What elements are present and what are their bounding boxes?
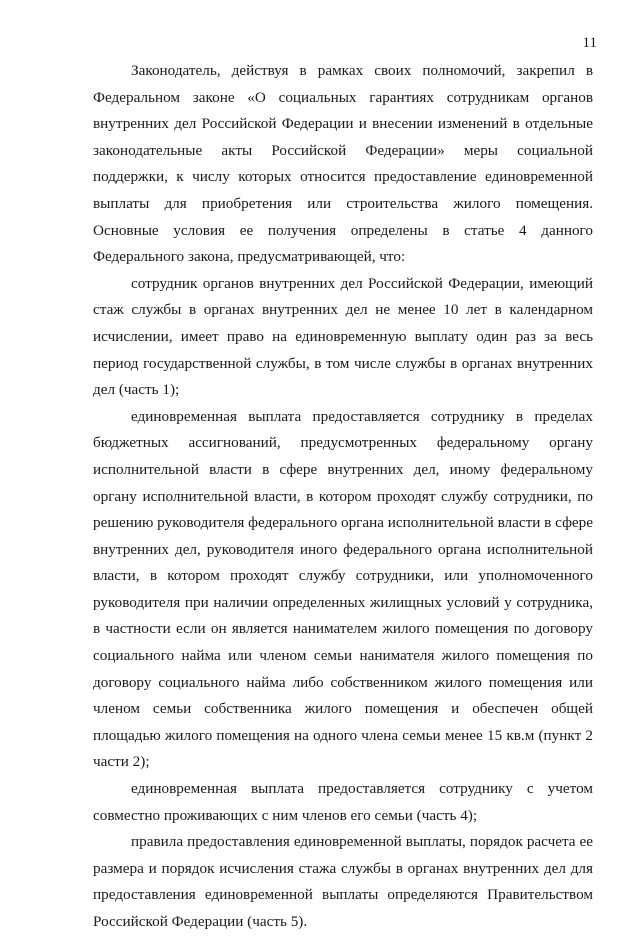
paragraph-part-1: сотрудник органов внутренних дел Российской Федерации, имеющий стаж службы в органах внутренних дел не менее 10 лет в календарном исчислении, имеет право на единовременную выплату один раз за весь период государственной службы, в том числе службы в органах внутренних дел (часть 1);: [93, 274, 593, 399]
document-body: [93, 58, 593, 936]
paragraph-part-2: единовременная выплата предоставляется сотруднику в пределах бюджетных ассигнований, предусмотренных федеральному органу исполнительной власти в сфере внутренних дел, иному федеральному органу исполнительной власти, в котором проходят службу сотрудники, по решению руководителя федерального органа исполнительной власти в сфере внутренних дел, руководителя иного федерального органа исполнительной власти, в котором проходят службу сотрудники, или уполномоченного руководителя при наличии определенных жилищных условий у сотрудника, в частности если он является нанимателем жилого помещения по договору социального найма или членом семьи нанимателя жилого помещения по договору социального найма либо собственником жилого помещения или членом семьи собственника жилого помещения и обеспечен общей площадью жилого помещения на одного члена семьи менее 15 кв.м (пункт 2 части 2);: [93, 407, 593, 771]
paragraph-part-4: единовременная выплата предоставляется сотруднику с учетом совместно проживающих с ним членов его семьи (часть 4);: [93, 780, 593, 824]
paragraph-part-5: правила предоставления единовременной выплаты, порядок расчета ее размера и порядок исчисления стажа службы в органах внутренних дел для предоставления единовременной выплаты определяются Правительством Российской Федерации (часть 5).: [93, 833, 593, 930]
paragraph-intro: Законодатель, действуя в рамках своих полномочий, закрепил в Федеральном законе «О социальных гарантиях сотрудникам органов внутренних дел Российской Федерации и внесении изменений в отдельные законодательные акты Российской Федерации» меры социальной поддержки, к числу которых относится предоставление единовременной выплаты для приобретения или строительства жилого помещения. Основные условия ее получения определены в статье 4 данного Федерального закона, предусматривающей, что:: [93, 62, 593, 266]
page-number: 11: [582, 35, 597, 51]
